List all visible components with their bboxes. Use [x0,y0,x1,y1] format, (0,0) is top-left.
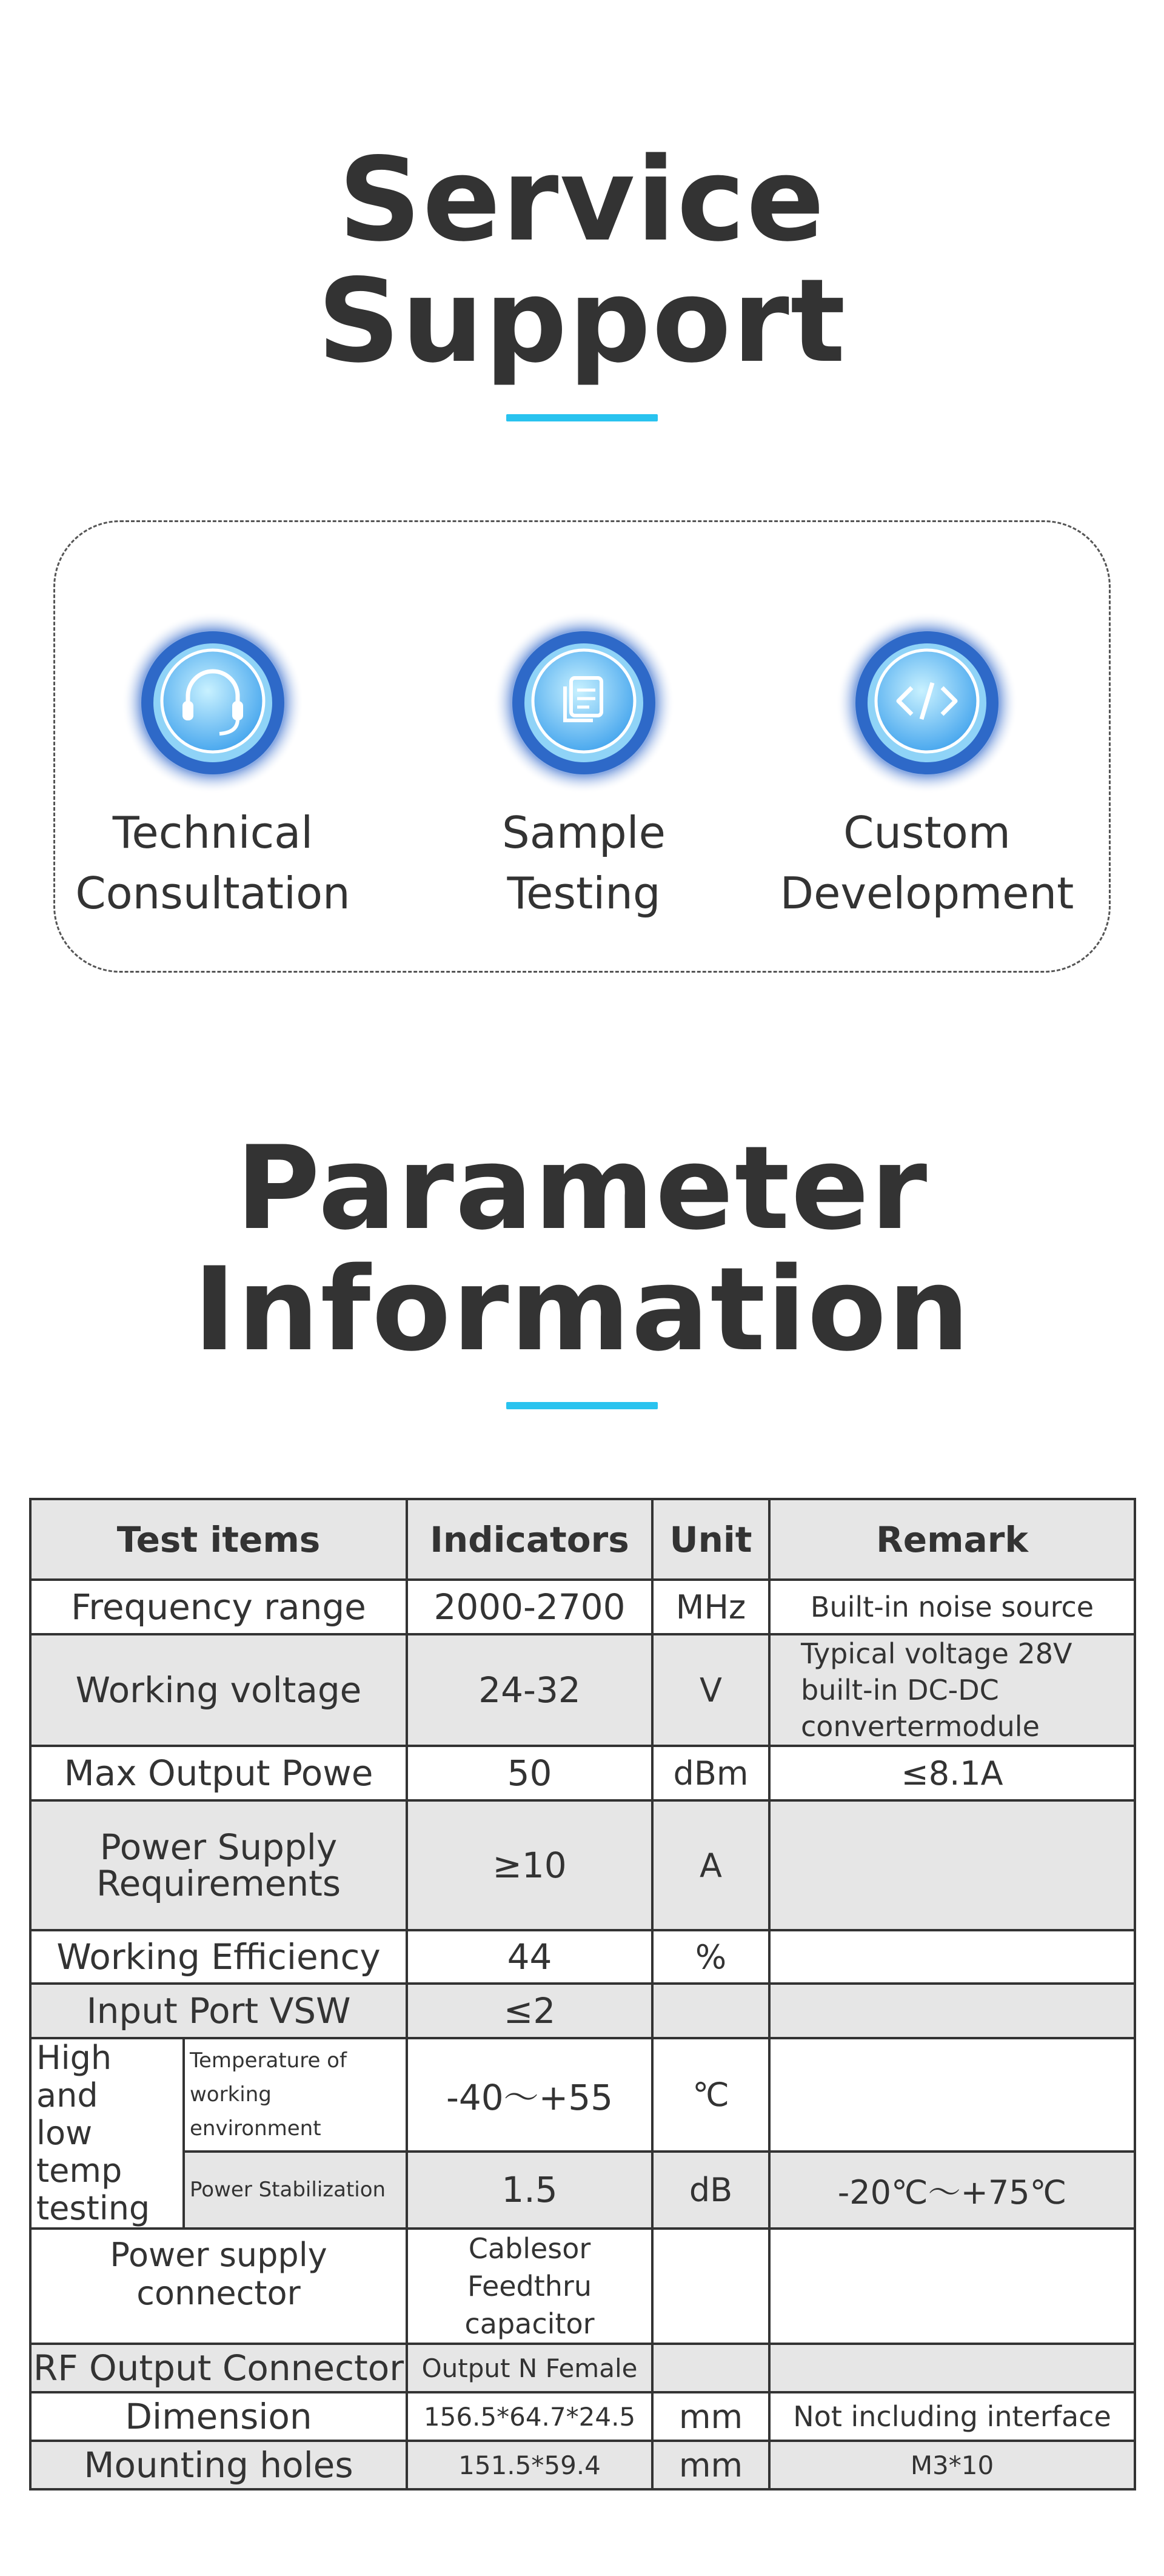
cell-indicator: 44 [407,1930,652,1984]
remark-line: built-in DC-DC [801,1674,999,1706]
service-support-title [0,133,1164,388]
cell-item: Power supply connector [30,2229,407,2344]
code-icon [834,610,1020,796]
cell-remark [769,2229,1135,2344]
cell-indicator: 156.5*64.7*24.5 [407,2392,652,2441]
cell-item: Dimension [30,2392,407,2441]
service-title-underline [506,414,658,421]
cell-remark [769,1800,1135,1930]
cell-indicator: 151.5*59.4 [407,2441,652,2489]
table-row [30,2152,1135,2229]
item-line: Power Supply [99,1826,338,1868]
cell-indicator: 24-32 [407,1634,652,1746]
cell-item: Max Output Powe [30,1746,407,1800]
param-title-underline [506,1402,658,1409]
cell-remark [769,2038,1135,2152]
table-row [30,2392,1135,2441]
cell-unit: V [652,1634,769,1746]
cell-unit: A [652,1800,769,1930]
cell-unit: MHz [652,1580,769,1634]
cell-item: Frequency range [30,1580,407,1634]
service-item-technical-consultation[interactable] [55,522,370,971]
headset-icon [120,610,306,796]
header-indicators: Indicators [407,1499,652,1580]
cell-remark: M3*10 [769,2441,1135,2489]
table-row [30,2229,1135,2344]
service-title-line2: Support [317,254,847,388]
sub-item-line: Temperature of [190,2048,347,2073]
label-line1: Technical [112,807,313,858]
service-options-panel [53,520,1111,973]
cell-unit [652,2344,769,2392]
group-line: testing [36,2189,150,2227]
parameter-table [29,1498,1136,2490]
table-row [30,1800,1135,1930]
group-line: High and [36,2039,112,2115]
indicator-line: Cablesor [468,2232,591,2265]
cell-unit: ℃ [652,2038,769,2152]
cell-remark [769,2344,1135,2392]
cell-indicator: -40～+55 [407,2038,652,2152]
cell-unit: dB [652,2152,769,2229]
table-row [30,2038,1135,2152]
cell-indicator [407,2229,652,2344]
label-line2: Testing [507,868,661,919]
cell-unit: dBm [652,1746,769,1800]
cell-indicator: Output N Female [407,2344,652,2392]
label-line1: Custom [843,807,1011,858]
cell-indicator: 2000-2700 [407,1580,652,1634]
service-item-label [55,802,370,924]
cell-indicator: ≤2 [407,1984,652,2038]
cell-remark: Not including interface [769,2392,1135,2441]
header-unit: Unit [652,1499,769,1580]
service-item-label [769,802,1085,924]
cell-unit: mm [652,2392,769,2441]
label-line1: Sample [502,807,666,858]
cell-remark [769,1984,1135,2038]
label-line2: Consultation [75,868,350,919]
cell-unit: % [652,1930,769,1984]
label-line2: Development [780,868,1074,919]
item-line: Requirements [96,1863,341,1904]
indicator-line: Feedthru capacitor [464,2270,595,2340]
param-title-line2: Information [193,1243,971,1377]
group-line: low temp [36,2114,122,2190]
service-item-sample-testing[interactable] [426,522,741,971]
cell-item: RF Output Connector [30,2344,407,2392]
param-title-line1: Parameter [235,1121,929,1255]
cell-remark [769,1930,1135,1984]
service-title-line1: Service [338,133,826,267]
cell-remark [769,1634,1135,1746]
table-row [30,2344,1135,2392]
cell-item: Working Efficiency [30,1930,407,1984]
cell-group-label [30,2038,184,2229]
service-item-custom-development[interactable] [769,522,1085,971]
cell-sub-item: Power Stabilization [184,2152,407,2229]
remark-line: convertermodule [801,1710,1040,1743]
service-item-label [426,802,741,924]
cell-indicator: 1.5 [407,2152,652,2229]
cell-unit [652,1984,769,2038]
cell-item [30,1800,407,1930]
cell-indicator: 50 [407,1746,652,1800]
cell-sub-item [184,2038,407,2152]
table-row [30,1930,1135,1984]
cell-item: Working voltage [30,1634,407,1746]
sub-item-line: working [190,2082,272,2107]
cell-unit [652,2229,769,2344]
parameter-information-title [0,1121,1164,1377]
cell-remark: ≤8.1A [769,1746,1135,1800]
header-test-items: Test items [30,1499,407,1580]
remark-line: Typical voltage 28V [801,1637,1072,1670]
cell-remark: Built-in noise source [769,1580,1135,1634]
table-row [30,1984,1135,2038]
cell-indicator: ≥10 [407,1800,652,1930]
cell-unit: mm [652,2441,769,2489]
cell-item: Mounting holes [30,2441,407,2489]
header-remark: Remark [769,1499,1135,1580]
table-header-row [30,1499,1135,1580]
table-row [30,1746,1135,1800]
cell-remark: -20℃～+75℃ [769,2152,1135,2229]
sub-item-line: environment [190,2116,321,2141]
table-row [30,2441,1135,2489]
cell-item: Input Port VSW [30,1984,407,2038]
document-icon [491,610,677,796]
table-row [30,1580,1135,1634]
table-row [30,1634,1135,1746]
